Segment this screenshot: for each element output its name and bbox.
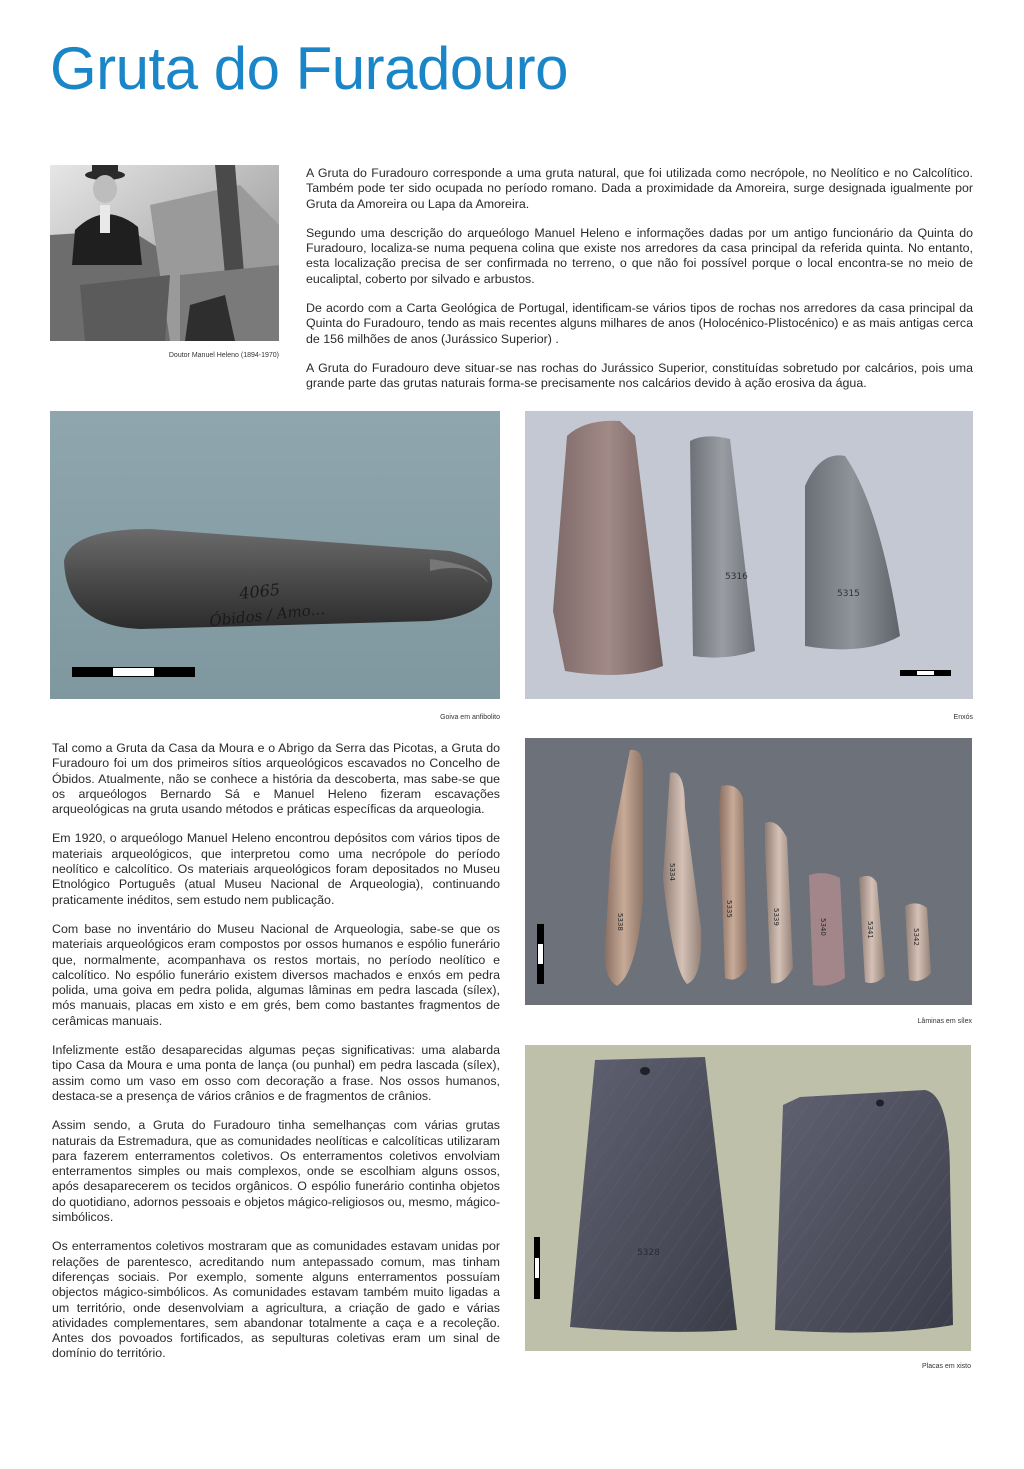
intro-paragraph: Segundo uma descrição do arqueólogo Manuel Heleno e informações dadas por um antigo funcionário da Quinta do Furadouro, localiza-se numa pequena colina que existe nos arredores da casa principal da referida quinta. No entanto, esta localização precisa de ser confirmada no terreno, o que não foi possível porque o local encontra-se no meio de eucaliptal, coberto por silvado e arbustos. xyxy=(306,225,973,286)
lamina-label: 5338 xyxy=(616,913,624,931)
goiva-inscription-number: 4065 xyxy=(238,579,281,603)
body-paragraph: Tal como a Gruta da Casa da Moura e o Abrigo da Serra das Picotas, a Gruta do Furadouro foi um dos primeiros sítios arqueológicos escavados no Concelho de Óbidos. Atualmente, não se conhece a história da descoberta, mas sabe-se que os arqueólogos Bernardo Sá e Manuel Heleno fizeram escavações arqueológicas na gruta usando métodos e práticas específicas da arqueologia. xyxy=(52,741,500,817)
laminas-photo xyxy=(525,738,972,1005)
enxo-label-2: 5315 xyxy=(837,589,860,599)
placa-label: 5328 xyxy=(637,1248,660,1258)
intro-text xyxy=(306,166,973,406)
portrait-photo xyxy=(50,165,279,341)
placas-photo xyxy=(525,1045,971,1351)
enxos-caption: Enxós xyxy=(953,714,973,721)
body-paragraph: Em 1920, o arqueólogo Manuel Heleno encontrou depósitos com vários tipos de materiais arqueológicos, que interpretou como uma necrópole do período neolítico e calcolítico. Os materiais arqueológicos foram depositados no Museu Etnológico Português (atual Museu Nacional de Arqueologia), continuando praticamente inéditos, sem estudo nem publicação. xyxy=(52,831,500,907)
page-title: Gruta do Furadouro xyxy=(50,35,568,102)
goiva-photo xyxy=(50,411,500,699)
intro-paragraph: A Gruta do Furadouro corresponde a uma gruta natural, que foi utilizada como necrópole, no Neolítico e no Calcolítico. Também pode ter sido ocupada no período romano. Dada a proximidade da Amoreira, surge designada igualmente por Gruta da Amoreira ou Lapa da Amoreira. xyxy=(306,166,973,211)
body-paragraph: Os enterramentos coletivos mostraram que as comunidades estavam unidas por relações de parentesco, acreditando num antepassado comum, mas tinham diferenças sociais. Por exemplo, somente alguns enterramentos possuíam objectos mágico-simbólicos. As comunidades estavam também muito ligadas a um território, onde desenvolviam a agricultura, a criação de gado e várias atividades complementares, sem abandonar totalmente a caça e a recoleção. Antes dos povoados fortificados, as sepulturas coletivas eram um sinal de domínio do território. xyxy=(52,1239,500,1361)
enxos-photo xyxy=(525,411,973,699)
lamina-label: 5340 xyxy=(819,918,827,936)
goiva-caption: Goiva em anfibolito xyxy=(440,714,500,721)
lamina-label: 5335 xyxy=(725,900,733,918)
body-paragraph: Assim sendo, a Gruta do Furadouro tinha semelhanças com várias grutas naturais da Estremadura, que as comunidades neolíticas e calcolíticas utilizaram para fazerem enterramentos coletivos. Os enterramentos coletivos envolviam enterramentos simples ou mais complexos, onde se escolhiam alguns ossos, após desaparecerem os tecidos orgânicos. O espólio funerário continha objetos do quotidiano, adornos pessoais e objetos mágico-religiosos ou, mesmo, mágico-simbólicos. xyxy=(52,1118,500,1225)
lamina-label: 5341 xyxy=(866,921,874,939)
body-paragraph: Com base no inventário do Museu Nacional de Arqueologia, sabe-se que os materiais arqueológicos eram compostos por ossos humanos e espólio funerário que, normalmente, acompanhava os restos mortais, no período neolítico e calcolítico. No espólio funerário existem diversos machados e enxós em pedra polida, uma goiva em pedra polida, algumas lâminas em pedra lascada (sílex), mós manuais, placas em xisto e em grés, bem como bastantes fragmentos de cerâmicas manuais. xyxy=(52,921,500,1028)
scale-bar xyxy=(72,667,195,677)
scale-bar xyxy=(537,924,544,984)
body-text xyxy=(52,741,500,1376)
laminas-caption: Lâminas em sílex xyxy=(917,1018,972,1025)
portrait-caption: Doutor Manuel Heleno (1894-1970) xyxy=(168,352,279,359)
scale-bar xyxy=(900,670,951,676)
scale-bar xyxy=(534,1237,540,1299)
lamina-label: 5334 xyxy=(668,863,676,881)
body-paragraph: Infelizmente estão desaparecidas algumas peças significativas: uma alabarda tipo Casa da Moura e uma ponta de lança (ou punhal) em pedra lascada (sílex), assim como um vaso em osso com decoração a frase. Nos ossos humanos, destaca-se a presença de vários crânios e de fragmentos de crânios. xyxy=(52,1043,500,1103)
lamina-label: 5342 xyxy=(912,928,920,946)
intro-paragraph: De acordo com a Carta Geológica de Portugal, identificam-se vários tipos de rochas nos arredores da casa principal da Quinta do Furadouro, tendo as mais recentes alguns milhares de anos (Holocénico-Plistocénico) e as mais antigas cerca de 156 milhões de anos (Jurássico Superior) . xyxy=(306,301,973,346)
enxo-label-1: 5316 xyxy=(725,572,748,582)
placas-caption: Placas em xisto xyxy=(921,1363,971,1370)
lamina-label: 5339 xyxy=(772,908,780,926)
intro-paragraph: A Gruta do Furadouro deve situar-se nas rochas do Jurássico Superior, constituídas sobretudo por calcários, pois uma grande parte das grutas naturais forma-se precisamente nos calcários devido à ação erosiva da água. xyxy=(306,360,973,391)
goiva-inscription-text: Óbidos / Amo... xyxy=(208,599,326,630)
